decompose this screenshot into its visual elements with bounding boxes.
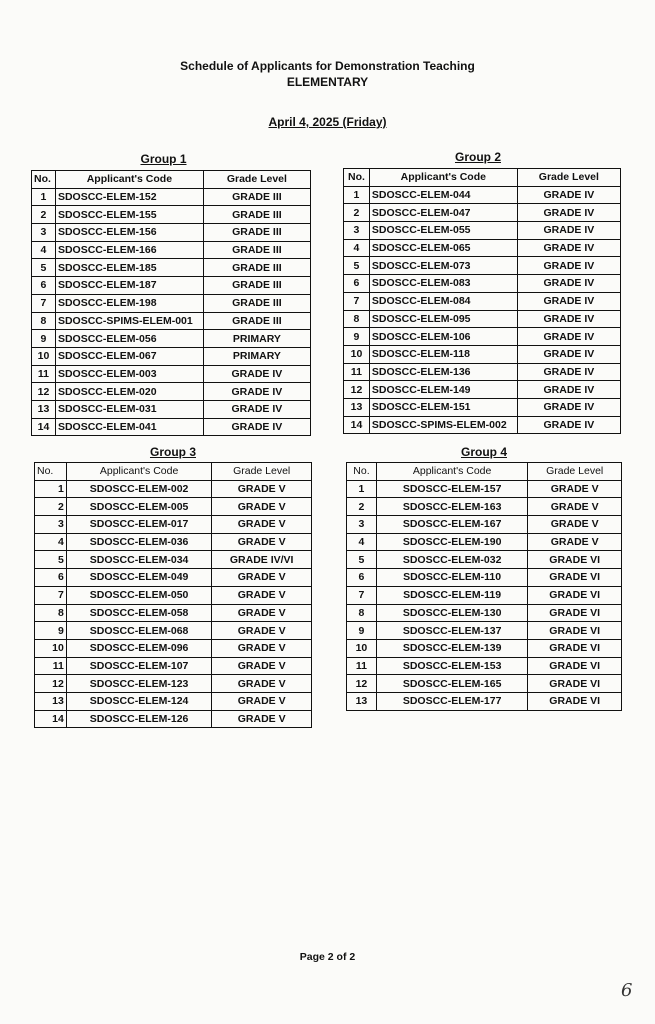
row-number: 13 <box>344 398 370 416</box>
row-number: 6 <box>32 277 56 295</box>
grade-level: GRADE III <box>203 294 310 312</box>
grade-level: GRADE VI <box>528 569 622 587</box>
row-number: 4 <box>32 241 56 259</box>
row-number: 13 <box>35 692 67 710</box>
row-number: 7 <box>347 586 377 604</box>
applicant-code: SDOSCC-ELEM-096 <box>66 639 211 657</box>
table-row <box>344 328 621 346</box>
applicant-code: SDOSCC-ELEM-198 <box>55 294 203 312</box>
row-number: 5 <box>35 551 67 569</box>
applicant-code: SDOSCC-ELEM-165 <box>376 675 527 693</box>
row-number: 8 <box>347 604 377 622</box>
row-number: 3 <box>35 516 67 534</box>
row-number: 2 <box>344 204 370 222</box>
grade-level: PRIMARY <box>203 347 310 365</box>
header-grade: Grade Level <box>203 171 310 189</box>
row-number: 12 <box>35 675 67 693</box>
table-row <box>32 224 311 242</box>
schedule-date-text: April 4, 2025 (Friday) <box>268 115 387 129</box>
table-row <box>347 586 622 604</box>
table-row <box>344 222 621 240</box>
table-row <box>35 657 312 675</box>
table-row <box>32 277 311 295</box>
table-row <box>347 533 622 551</box>
table-row <box>344 186 621 204</box>
applicant-code: SDOSCC-ELEM-020 <box>55 383 203 401</box>
table-row <box>35 639 312 657</box>
table-row <box>344 381 621 399</box>
table-row <box>35 604 312 622</box>
applicant-code: SDOSCC-SPIMS-ELEM-002 <box>369 416 517 434</box>
grade-level: GRADE IV <box>517 363 620 381</box>
row-number: 6 <box>344 275 370 293</box>
grade-level: GRADE III <box>203 241 310 259</box>
table-row <box>347 604 622 622</box>
grade-level: GRADE III <box>203 277 310 295</box>
table-row <box>347 516 622 534</box>
document-title: Schedule of Applicants for Demonstration Teaching <box>180 59 475 73</box>
group-2-table <box>343 168 621 434</box>
applicant-code: SDOSCC-ELEM-036 <box>66 533 211 551</box>
grade-level: GRADE IV <box>203 365 310 383</box>
grade-level: GRADE V <box>212 639 312 657</box>
row-number: 7 <box>35 586 67 604</box>
applicant-code: SDOSCC-ELEM-137 <box>376 622 527 640</box>
grade-level: GRADE V <box>528 480 622 498</box>
grade-level: GRADE V <box>528 516 622 534</box>
table-row <box>32 241 311 259</box>
grade-level: GRADE V <box>528 498 622 516</box>
grade-level: GRADE V <box>212 569 312 587</box>
applicant-code: SDOSCC-ELEM-065 <box>369 239 517 257</box>
table-row <box>347 639 622 657</box>
header-grade: Grade Level <box>212 463 312 481</box>
applicant-code: SDOSCC-ELEM-041 <box>55 418 203 436</box>
grade-level: GRADE V <box>212 657 312 675</box>
row-number: 9 <box>344 328 370 346</box>
group-3-table <box>34 462 312 728</box>
row-number: 4 <box>347 533 377 551</box>
table-row <box>35 551 312 569</box>
group-2-title: Group 2 <box>454 150 501 164</box>
grade-level: GRADE IV <box>203 418 310 436</box>
table-row <box>35 480 312 498</box>
handwritten-mark: 6 <box>621 980 633 1001</box>
row-number: 10 <box>35 639 67 657</box>
table-row <box>344 310 621 328</box>
header-grade: Grade Level <box>528 463 622 481</box>
grade-level: GRADE IV <box>517 257 620 275</box>
grade-level: GRADE V <box>212 604 312 622</box>
grade-level: GRADE IV/VI <box>212 551 312 569</box>
applicant-code: SDOSCC-ELEM-083 <box>369 275 517 293</box>
table-row <box>32 383 311 401</box>
table-row <box>35 710 312 728</box>
applicant-code: SDOSCC-ELEM-032 <box>376 551 527 569</box>
header-no: No. <box>347 463 377 481</box>
table-row <box>35 569 312 587</box>
row-number: 7 <box>344 292 370 310</box>
grade-level: GRADE V <box>528 533 622 551</box>
grade-level: GRADE VI <box>528 675 622 693</box>
table-row <box>35 498 312 516</box>
grade-level: GRADE IV <box>517 381 620 399</box>
row-number: 1 <box>344 186 370 204</box>
table-row <box>32 312 311 330</box>
group-1-table <box>31 170 311 436</box>
applicant-code: SDOSCC-ELEM-153 <box>376 657 527 675</box>
grade-level: GRADE III <box>203 206 310 224</box>
grade-level: GRADE IV <box>517 416 620 434</box>
row-number: 1 <box>347 480 377 498</box>
applicant-code: SDOSCC-ELEM-126 <box>66 710 211 728</box>
applicant-code: SDOSCC-ELEM-031 <box>55 400 203 418</box>
applicant-code: SDOSCC-ELEM-068 <box>66 622 211 640</box>
table-row <box>32 400 311 418</box>
applicant-code: SDOSCC-SPIMS-ELEM-001 <box>55 312 203 330</box>
applicant-code: SDOSCC-ELEM-130 <box>376 604 527 622</box>
table-row <box>35 692 312 710</box>
table-row <box>344 416 621 434</box>
applicant-code: SDOSCC-ELEM-157 <box>376 480 527 498</box>
row-number: 13 <box>347 692 377 710</box>
grade-level: GRADE IV <box>517 204 620 222</box>
table-row <box>347 551 622 569</box>
table-row <box>344 204 621 222</box>
row-number: 13 <box>32 400 56 418</box>
applicant-code: SDOSCC-ELEM-156 <box>55 224 203 242</box>
grade-level: GRADE VI <box>528 692 622 710</box>
applicant-code: SDOSCC-ELEM-136 <box>369 363 517 381</box>
table-row <box>32 188 311 206</box>
grade-level: GRADE V <box>212 675 312 693</box>
table-row <box>347 498 622 516</box>
grade-level: GRADE V <box>212 516 312 534</box>
grade-level: GRADE V <box>212 498 312 516</box>
applicant-code: SDOSCC-ELEM-151 <box>369 398 517 416</box>
row-number: 11 <box>347 657 377 675</box>
applicant-code: SDOSCC-ELEM-058 <box>66 604 211 622</box>
table-row <box>35 516 312 534</box>
table-row <box>35 533 312 551</box>
applicant-code: SDOSCC-ELEM-187 <box>55 277 203 295</box>
grade-level: GRADE III <box>203 312 310 330</box>
applicant-code: SDOSCC-ELEM-119 <box>376 586 527 604</box>
table-row <box>32 294 311 312</box>
grade-level: GRADE IV <box>517 239 620 257</box>
grade-level: GRADE IV <box>517 275 620 293</box>
table-row <box>344 275 621 293</box>
grade-level: GRADE IV <box>517 186 620 204</box>
applicant-code: SDOSCC-ELEM-049 <box>66 569 211 587</box>
page-number: Page 2 of 2 <box>299 951 356 963</box>
table-row <box>32 259 311 277</box>
grade-level: GRADE VI <box>528 657 622 675</box>
row-number: 9 <box>35 622 67 640</box>
row-number: 11 <box>344 363 370 381</box>
table-row <box>344 345 621 363</box>
grade-level: GRADE V <box>212 586 312 604</box>
row-number: 1 <box>32 188 56 206</box>
table-row <box>35 586 312 604</box>
applicant-code: SDOSCC-ELEM-107 <box>66 657 211 675</box>
table-row <box>347 675 622 693</box>
table-row <box>32 347 311 365</box>
row-number: 5 <box>344 257 370 275</box>
grade-level: GRADE III <box>203 188 310 206</box>
applicant-code: SDOSCC-ELEM-055 <box>369 222 517 240</box>
header-code: Applicant's Code <box>376 463 527 481</box>
table-row <box>347 692 622 710</box>
applicant-code: SDOSCC-ELEM-044 <box>369 186 517 204</box>
header-no: No. <box>32 171 56 189</box>
applicant-code: SDOSCC-ELEM-163 <box>376 498 527 516</box>
header-no: No. <box>35 463 67 481</box>
applicant-code: SDOSCC-ELEM-110 <box>376 569 527 587</box>
grade-level: GRADE IV <box>203 400 310 418</box>
grade-level: GRADE III <box>203 259 310 277</box>
applicant-code: SDOSCC-ELEM-050 <box>66 586 211 604</box>
grade-level: GRADE VI <box>528 639 622 657</box>
header-no: No. <box>344 169 370 187</box>
row-number: 6 <box>35 569 67 587</box>
row-number: 5 <box>32 259 56 277</box>
table-row <box>347 657 622 675</box>
group-4-title: Group 4 <box>460 445 507 459</box>
grade-level: GRADE IV <box>517 222 620 240</box>
group-3-title: Group 3 <box>149 445 196 459</box>
applicant-code: SDOSCC-ELEM-003 <box>55 365 203 383</box>
row-number: 11 <box>35 657 67 675</box>
grade-level: GRADE IV <box>517 310 620 328</box>
table-row <box>347 480 622 498</box>
row-number: 9 <box>32 330 56 348</box>
grade-level: GRADE V <box>212 692 312 710</box>
table-row <box>32 365 311 383</box>
table-row <box>344 398 621 416</box>
applicant-code: SDOSCC-ELEM-123 <box>66 675 211 693</box>
table-row <box>347 569 622 587</box>
applicant-code: SDOSCC-ELEM-095 <box>369 310 517 328</box>
row-number: 7 <box>32 294 56 312</box>
row-number: 10 <box>344 345 370 363</box>
grade-level: GRADE VI <box>528 604 622 622</box>
table-row <box>344 257 621 275</box>
row-number: 5 <box>347 551 377 569</box>
grade-level: PRIMARY <box>203 330 310 348</box>
grade-level: GRADE V <box>212 710 312 728</box>
row-number: 2 <box>32 206 56 224</box>
table-row <box>32 330 311 348</box>
row-number: 1 <box>35 480 67 498</box>
grade-level: GRADE IV <box>517 328 620 346</box>
applicant-code: SDOSCC-ELEM-190 <box>376 533 527 551</box>
applicant-code: SDOSCC-ELEM-139 <box>376 639 527 657</box>
grade-level: GRADE V <box>212 622 312 640</box>
row-number: 10 <box>32 347 56 365</box>
row-number: 12 <box>344 381 370 399</box>
grade-level: GRADE VI <box>528 551 622 569</box>
table-row <box>35 675 312 693</box>
applicant-code: SDOSCC-ELEM-167 <box>376 516 527 534</box>
applicant-code: SDOSCC-ELEM-073 <box>369 257 517 275</box>
row-number: 8 <box>35 604 67 622</box>
applicant-code: SDOSCC-ELEM-067 <box>55 347 203 365</box>
row-number: 6 <box>347 569 377 587</box>
row-number: 4 <box>344 239 370 257</box>
header-code: Applicant's Code <box>55 171 203 189</box>
applicant-code: SDOSCC-ELEM-152 <box>55 188 203 206</box>
row-number: 14 <box>35 710 67 728</box>
document-subtitle: ELEMENTARY <box>286 75 369 89</box>
applicant-code: SDOSCC-ELEM-166 <box>55 241 203 259</box>
grade-level: GRADE V <box>212 480 312 498</box>
row-number: 12 <box>347 675 377 693</box>
row-number: 8 <box>32 312 56 330</box>
applicant-code: SDOSCC-ELEM-185 <box>55 259 203 277</box>
grade-level: GRADE IV <box>517 398 620 416</box>
group-1-title: Group 1 <box>140 152 187 166</box>
row-number: 11 <box>32 365 56 383</box>
grade-level: GRADE VI <box>528 586 622 604</box>
table-row <box>32 418 311 436</box>
grade-level: GRADE III <box>203 224 310 242</box>
table-row <box>32 206 311 224</box>
applicant-code: SDOSCC-ELEM-084 <box>369 292 517 310</box>
header-code: Applicant's Code <box>369 169 517 187</box>
grade-level: GRADE IV <box>517 292 620 310</box>
row-number: 14 <box>32 418 56 436</box>
group-4-table <box>346 462 622 711</box>
applicant-code: SDOSCC-ELEM-005 <box>66 498 211 516</box>
table-row <box>344 239 621 257</box>
row-number: 3 <box>347 516 377 534</box>
header-grade: Grade Level <box>517 169 620 187</box>
applicant-code: SDOSCC-ELEM-056 <box>55 330 203 348</box>
table-row <box>344 363 621 381</box>
applicant-code: SDOSCC-ELEM-118 <box>369 345 517 363</box>
row-number: 8 <box>344 310 370 328</box>
applicant-code: SDOSCC-ELEM-177 <box>376 692 527 710</box>
applicant-code: SDOSCC-ELEM-034 <box>66 551 211 569</box>
row-number: 12 <box>32 383 56 401</box>
row-number: 3 <box>344 222 370 240</box>
applicant-code: SDOSCC-ELEM-149 <box>369 381 517 399</box>
grade-level: GRADE IV <box>203 383 310 401</box>
row-number: 4 <box>35 533 67 551</box>
table-row <box>347 622 622 640</box>
grade-level: GRADE V <box>212 533 312 551</box>
row-number: 2 <box>347 498 377 516</box>
applicant-code: SDOSCC-ELEM-047 <box>369 204 517 222</box>
applicant-code: SDOSCC-ELEM-017 <box>66 516 211 534</box>
row-number: 14 <box>344 416 370 434</box>
row-number: 9 <box>347 622 377 640</box>
row-number: 3 <box>32 224 56 242</box>
header-code: Applicant's Code <box>66 463 211 481</box>
table-row <box>344 292 621 310</box>
schedule-date <box>0 115 655 129</box>
table-row <box>35 622 312 640</box>
applicant-code: SDOSCC-ELEM-124 <box>66 692 211 710</box>
grade-level: GRADE IV <box>517 345 620 363</box>
row-number: 2 <box>35 498 67 516</box>
applicant-code: SDOSCC-ELEM-002 <box>66 480 211 498</box>
row-number: 10 <box>347 639 377 657</box>
grade-level: GRADE VI <box>528 622 622 640</box>
applicant-code: SDOSCC-ELEM-106 <box>369 328 517 346</box>
applicant-code: SDOSCC-ELEM-155 <box>55 206 203 224</box>
